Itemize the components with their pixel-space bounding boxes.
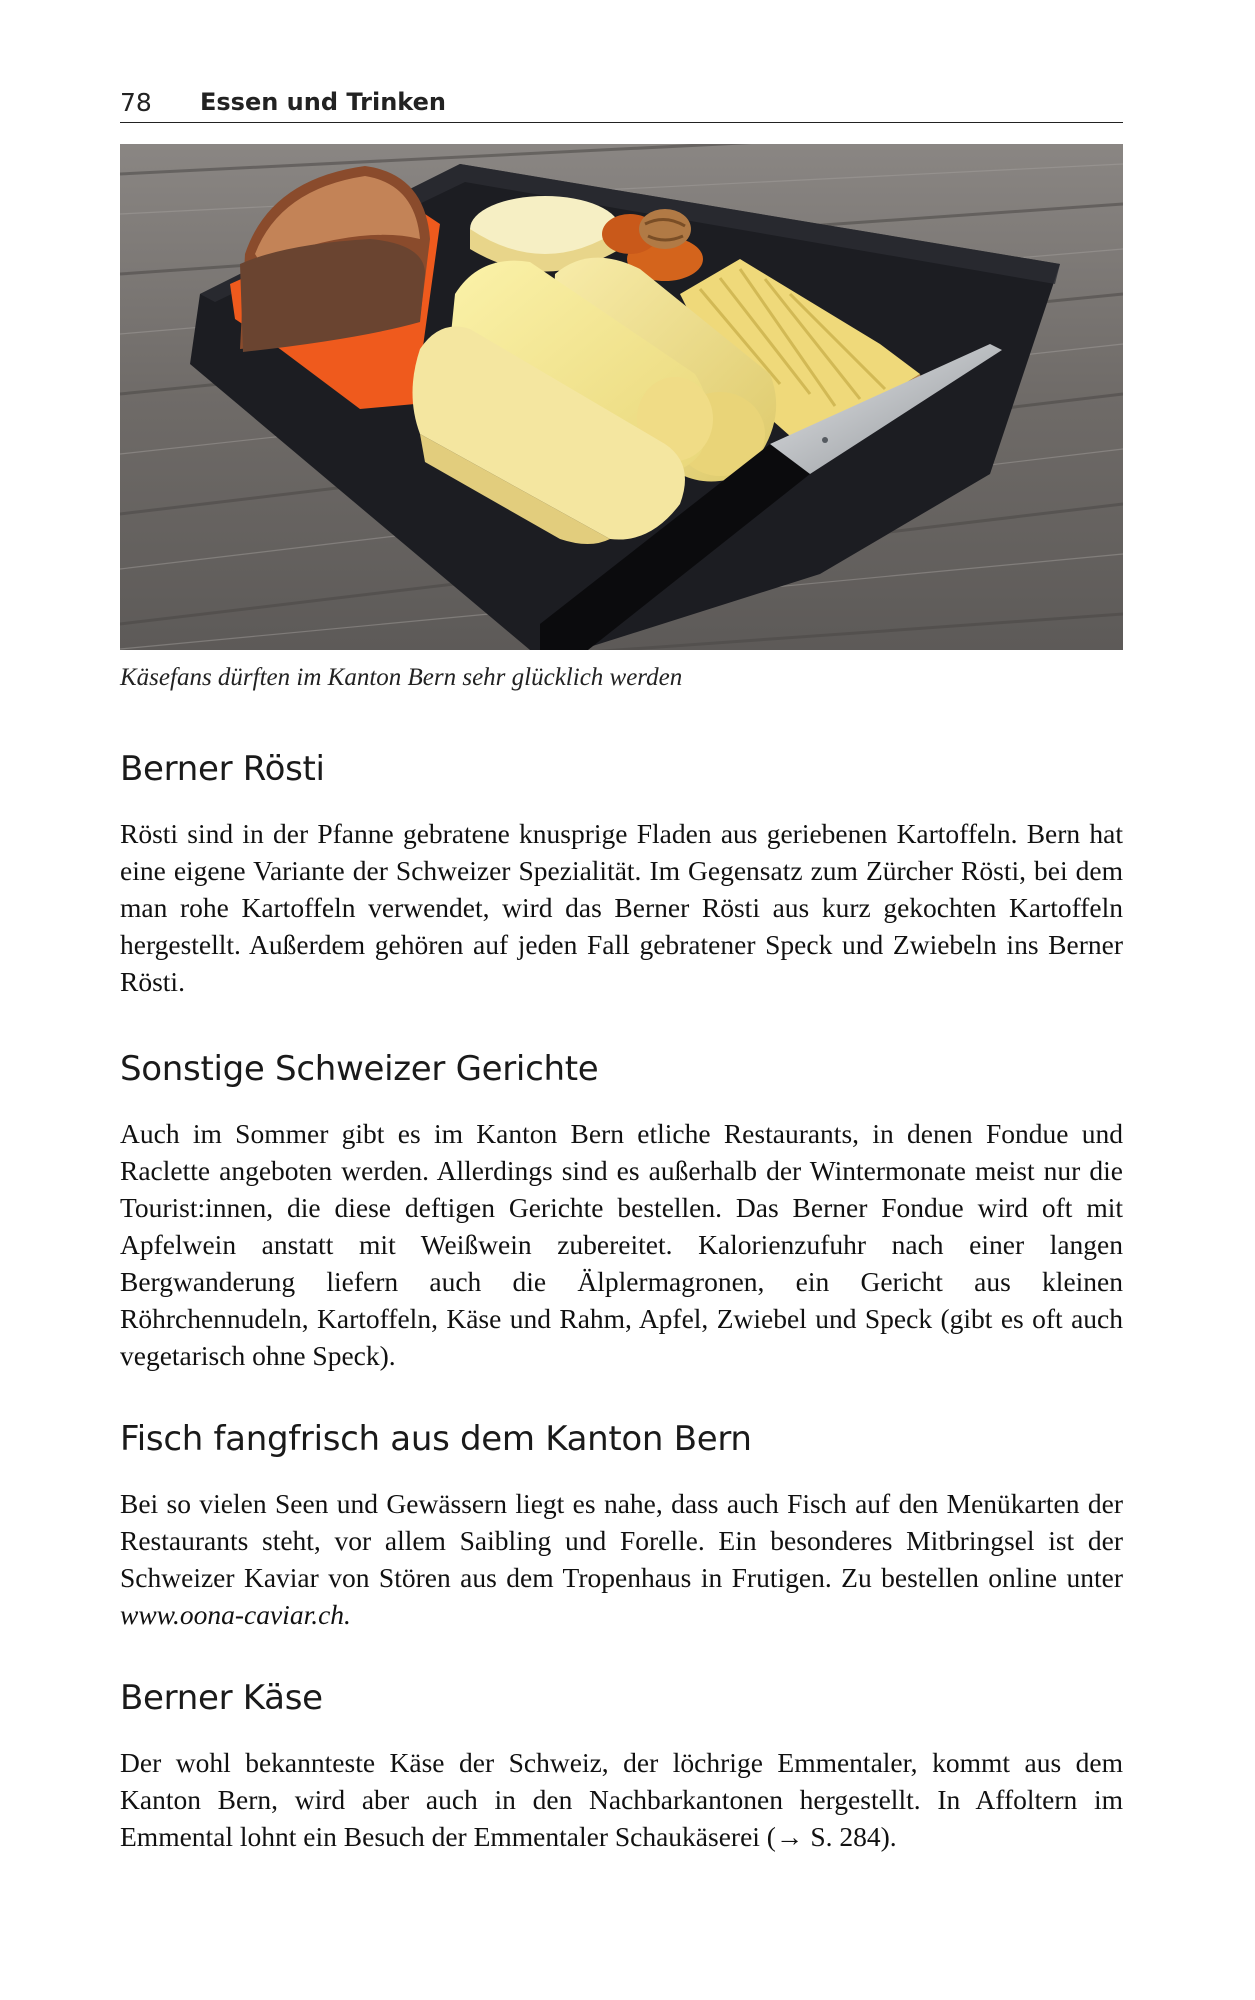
paragraph-fisch: [120, 1485, 1123, 1633]
caviar-website-link[interactable]: www.oona-caviar.ch.: [120, 1599, 351, 1630]
photo-caption: Käsefans dürften im Kanton Bern sehr glücklich werden: [120, 664, 683, 691]
heading-sonstige-gerichte: Sonstige Schweizer Gerichte: [120, 1049, 599, 1089]
page-number: 78: [120, 88, 152, 117]
walnut: [639, 209, 691, 249]
paragraph-sonstige-gerichte: Auch im Sommer gibt es im Kanton Bern etliche Restaurants, in denen Fondue und Raclette angeboten werden. Allerdings sind es außerhalb der Wintermonate meist nur die Tourist:innen, die diese deftigen Gerichte bestellen. Das Berner Fondue wird oft mit Apfelwein anstatt mit Weißwein zubereitet. Kalorienzufuhr nach einer langen Bergwanderung liefern auch die Älplermagronen, ein Gericht aus kleinen Röhrchennudeln, Kartoffeln, Käse und Rahm, Apfel, Zwiebel und Speck (gibt es oft auch vegetarisch ohne Speck).: [120, 1118, 1123, 1371]
paragraph-fisch-text: Bei so vielen Seen und Gewässern liegt es nahe, dass auch Fisch auf den Menükarten der Restaurants steht, vor allem Saibling und Forelle. Ein besonderes Mitbringsel ist der Schweizer Kaviar von Stören aus dem Tropenhaus in Frutigen. Zu bestellen online unter: [120, 1488, 1123, 1593]
heading-berner-kaese: Berner Käse: [120, 1678, 323, 1718]
heading-berner-roesti: Berner Rösti: [120, 749, 325, 789]
cheese-board-photo: [120, 144, 1123, 650]
heading-fisch: Fisch fangfrisch aus dem Kanton Bern: [120, 1419, 752, 1459]
paragraph-berner-roesti: Rösti sind in der Pfanne gebratene knusprige Fladen aus geriebenen Kartoffeln. Bern hat eine eigene Variante der Schweizer Spezialität. Im Gegensatz zum Zürcher Rösti, bei dem man rohe Kartoffeln verwendet, wird das Berner Rösti aus kurz gekochten Kartoffeln hergestellt. Außerdem gehören auf jeden Fall gebratener Speck und Zwiebeln ins Berner Rösti.: [120, 818, 1123, 997]
running-head: [120, 84, 1123, 123]
running-head-title: Essen und Trinken: [200, 88, 446, 116]
paragraph-berner-kaese: Der wohl bekannteste Käse der Schweiz, der löchrige Emmentaler, kommt aus dem Kanton Bern, wird aber auch in den Nachbarkantonen hergestellt. In Affoltern im Emmental lohnt ein Besuch der Emmentaler Schaukäserei (→ S. 284).: [120, 1747, 1123, 1852]
